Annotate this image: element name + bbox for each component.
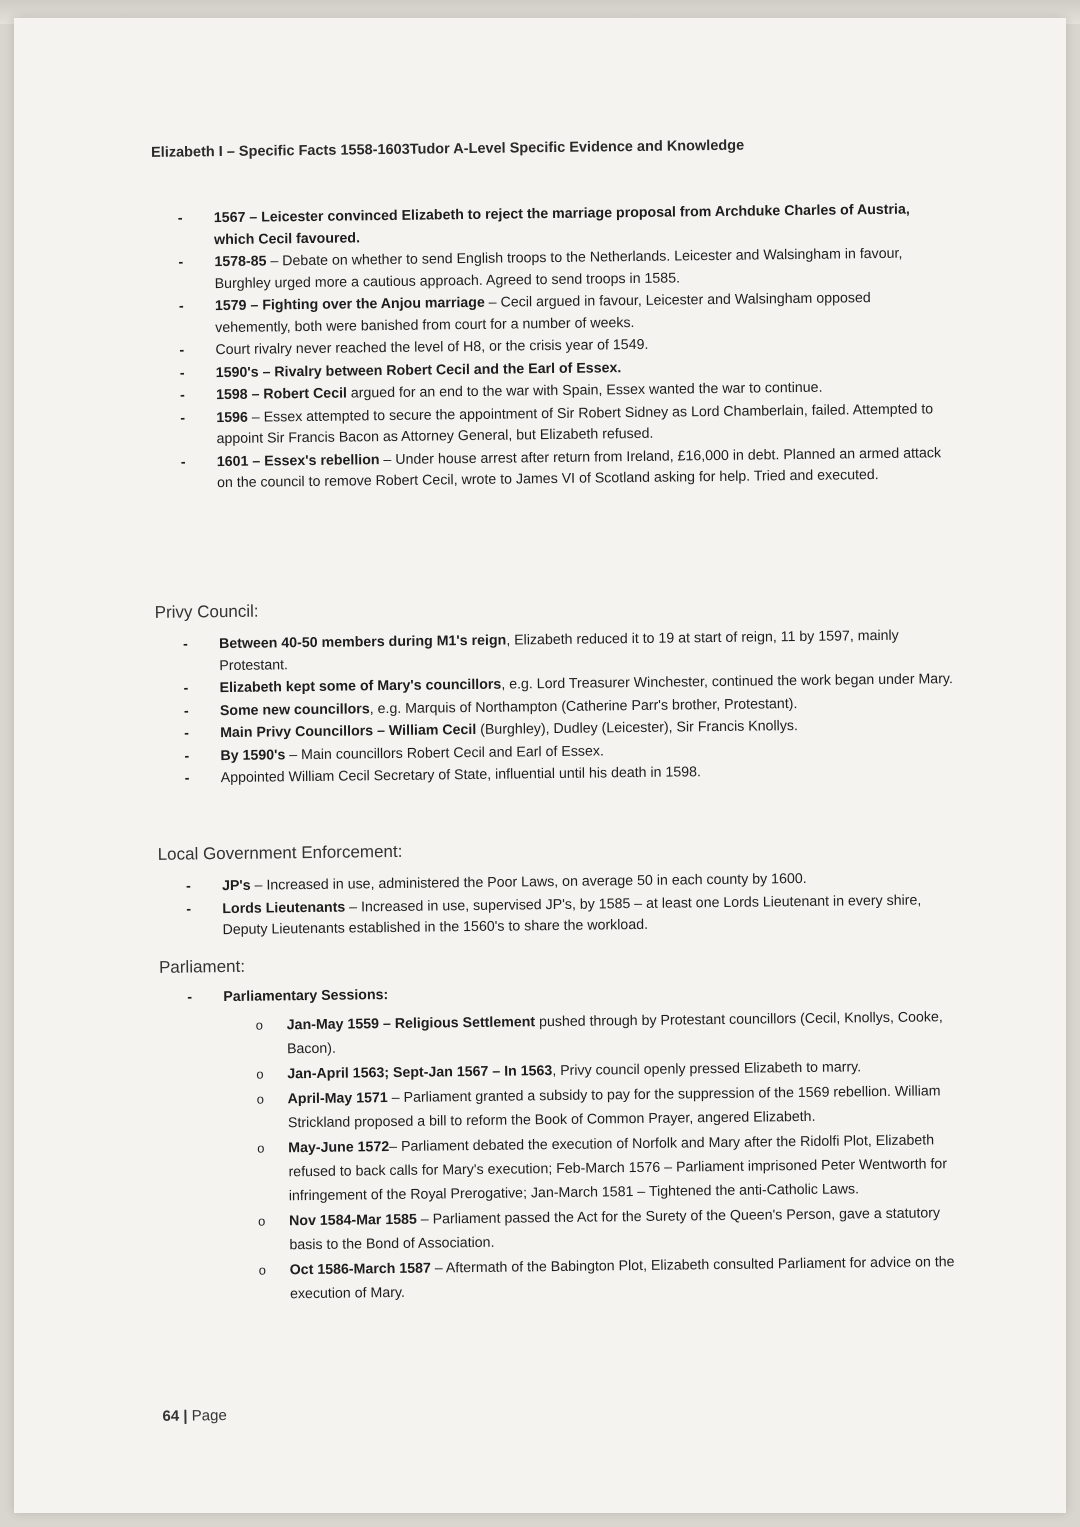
item-strong: April-May 1571 xyxy=(287,1090,388,1108)
item-strong: Main Privy Councillors – William Cecil xyxy=(220,721,477,742)
list-item xyxy=(254,1079,955,1136)
circle-bullet-icon: o xyxy=(258,1262,267,1278)
item-strong: Jan-April 1563; Sept-Jan 1567 – In 1563 xyxy=(287,1063,553,1083)
circle-bullet-icon: o xyxy=(258,1213,266,1229)
item-strong: 1579 – Fighting over the Anjou marriage xyxy=(214,294,485,315)
dash-icon: - xyxy=(183,680,189,697)
faction-list xyxy=(178,199,951,496)
item-text: , e.g. Lord Treasurer Winchester, continued the work began under Mary. xyxy=(501,671,953,693)
list-item xyxy=(186,890,956,942)
item-strong: 1567 – Leicester convinced Elizabeth to reject the marriage proposal from Archduke Charles of Austria, which Cecil favoured. xyxy=(213,201,910,248)
item-text: Court rivalry never reached the level of H8, or the crisis year of 1549. xyxy=(215,336,649,359)
item-text: Appointed William Cecil Secretary of State, influential until his death in 1598. xyxy=(220,764,702,787)
list-item xyxy=(187,978,957,1009)
parliament-title: Parliament: xyxy=(158,956,246,977)
item-text: – Essex attempted to secure the appointment of Sir Robert Sidney as Lord Chamberlain, failed. Attempted to appoint Sir Francis Bacon as Attorney General, but Elizabeth refused. xyxy=(216,400,934,448)
item-strong: 1590's – Rivalry between Robert Cecil and the Earl of Essex. xyxy=(215,359,622,381)
list-item xyxy=(254,1005,955,1062)
dash-icon: - xyxy=(184,747,190,765)
item-text: – Parliament granted a subsidy to pay for the suppression of the 1569 rebellion. William Strickland proposed a bill to reform the Book of Common Prayer, angered Elizabeth. xyxy=(287,1083,941,1132)
dash-icon: - xyxy=(179,364,185,382)
dash-icon: - xyxy=(182,636,188,653)
dash-icon: - xyxy=(177,210,183,227)
item-strong: Jan-May 1559 – Religious Settlement xyxy=(286,1014,536,1034)
footer-separator: | xyxy=(183,1407,188,1425)
privy-council-list xyxy=(183,625,955,791)
item-text: – Under house arrest after return from Ireland, £16,000 in debt. Planned an armed attack on the council to remove Robert Cecil, wrote to James VI of Scotland asking for help. Tried and executed. xyxy=(217,444,942,492)
item-strong: 1598 – Robert Cecil xyxy=(215,385,348,404)
item-text: argued for an end to the war with Spain, Essex wanted the war to continue. xyxy=(346,379,823,402)
item-strong: Oct 1586-March 1587 xyxy=(289,1260,431,1279)
circle-bullet-icon: o xyxy=(257,1140,265,1156)
item-strong: By 1590's xyxy=(220,746,286,764)
dash-icon: - xyxy=(179,342,185,359)
dash-icon: - xyxy=(183,702,189,720)
item-strong: Between 40-50 members during M1's reign xyxy=(218,632,507,653)
dash-icon: - xyxy=(178,254,184,271)
page-number: 64 xyxy=(162,1407,180,1425)
dash-icon: - xyxy=(185,878,191,895)
item-text: – Parliament debated the execution of Norfolk and Mary after the Ridolfi Plot, Elizabeth refused to back calls for Mary's execution; Feb-March 1576 – Parliament imprisoned Peter Wentworth for infringement of the Royal Prerogative; Jan-March 1581 – Tightened the anti-Catholic Laws. xyxy=(288,1132,948,1205)
item-text: – Aftermath of the Babington Plot, Elizabeth consulted Parliament for advice on the execution of Mary. xyxy=(289,1254,955,1303)
item-strong: JP's xyxy=(221,877,251,895)
item-text: , Elizabeth reduced it to 19 at start of reign, 11 by 1597, mainly Protestant. xyxy=(219,627,899,674)
dash-icon: - xyxy=(184,725,189,742)
list-item xyxy=(181,443,951,495)
circle-bullet-icon: o xyxy=(256,1066,264,1082)
local-government-title: Local Government Enforcement: xyxy=(157,841,403,864)
privy-council-title: Privy Council: xyxy=(154,601,259,622)
list-item xyxy=(255,1128,956,1209)
dash-icon: - xyxy=(184,770,190,787)
dash-icon: - xyxy=(186,900,192,918)
item-strong: Some new councillors xyxy=(219,700,370,719)
item-strong: 1578-85 xyxy=(214,253,267,271)
dash-icon: - xyxy=(180,453,186,471)
item-text: – Main councillors Robert Cecil and Earl of Essex. xyxy=(285,742,604,763)
page-content xyxy=(5,12,1075,1520)
parliament-list xyxy=(187,978,957,1010)
item-text: – Debate on whether to send English troops to the Netherlands. Leicester and Walsingham in favour, Burghley urged more a cautious approach. Agreed to send troops in 1585. xyxy=(214,245,903,292)
item-text: – Cecil argued in favour, Leicester and Walsingham opposed vehemently, both were banished from court for a number of weeks. xyxy=(215,290,871,336)
dash-icon: - xyxy=(180,409,186,427)
item-text: (Burghley), Dudley (Leicester), Sir Francis Knollys. xyxy=(476,718,799,738)
item-text: – Increased in use, supervised JP's, by 1585 – at least one Lords Lieutenant in every shire, Deputy Lieutenants established in the 1560's to share the workload. xyxy=(222,892,922,939)
page-footer xyxy=(162,1407,226,1425)
list-item xyxy=(256,1201,957,1258)
dash-icon: - xyxy=(179,387,185,404)
document-page xyxy=(14,18,1066,1513)
item-strong: May-June 1572 xyxy=(288,1139,390,1157)
circle-bullet-icon: o xyxy=(256,1091,264,1107)
item-text: – Increased in use, administered the Poor Laws, on average 50 in each county by 1600. xyxy=(250,870,807,894)
item-strong: 1596 xyxy=(216,409,248,426)
item-text: , Privy council openly pressed Elizabeth to marry. xyxy=(552,1059,862,1080)
page-label: Page xyxy=(191,1407,227,1425)
list-item xyxy=(257,1250,958,1307)
item-strong: Elizabeth kept some of Mary's councillors xyxy=(219,676,502,697)
dash-icon: - xyxy=(187,989,193,1006)
item-text: , e.g. Marquis of Northampton (Catherine Parr's brother, Protestant). xyxy=(369,695,798,717)
dash-icon: - xyxy=(178,298,184,315)
item-strong: Nov 1584-Mar 1585 xyxy=(289,1211,417,1230)
item-text: – Parliament passed the Act for the Surety of the Queen's Person, gave a statutory basis to the Bond of Association. xyxy=(289,1205,941,1254)
sessions-label: Parliamentary Sessions: xyxy=(223,987,389,1006)
item-strong: 1601 – Essex's rebellion xyxy=(216,451,380,470)
circle-bullet-icon: o xyxy=(255,1017,264,1033)
local-government-list xyxy=(186,867,957,943)
document-header: Elizabeth I – Specific Facts 1558-1603Tudor A-Level Specific Evidence and Knowledge xyxy=(150,137,745,161)
item-text: pushed through by Protestant councillors (Cecil, Knollys, Cooke, Bacon). xyxy=(286,1009,943,1058)
item-strong: Lords Lieutenants xyxy=(222,899,346,917)
parliamentary-sessions-list xyxy=(254,1005,958,1308)
